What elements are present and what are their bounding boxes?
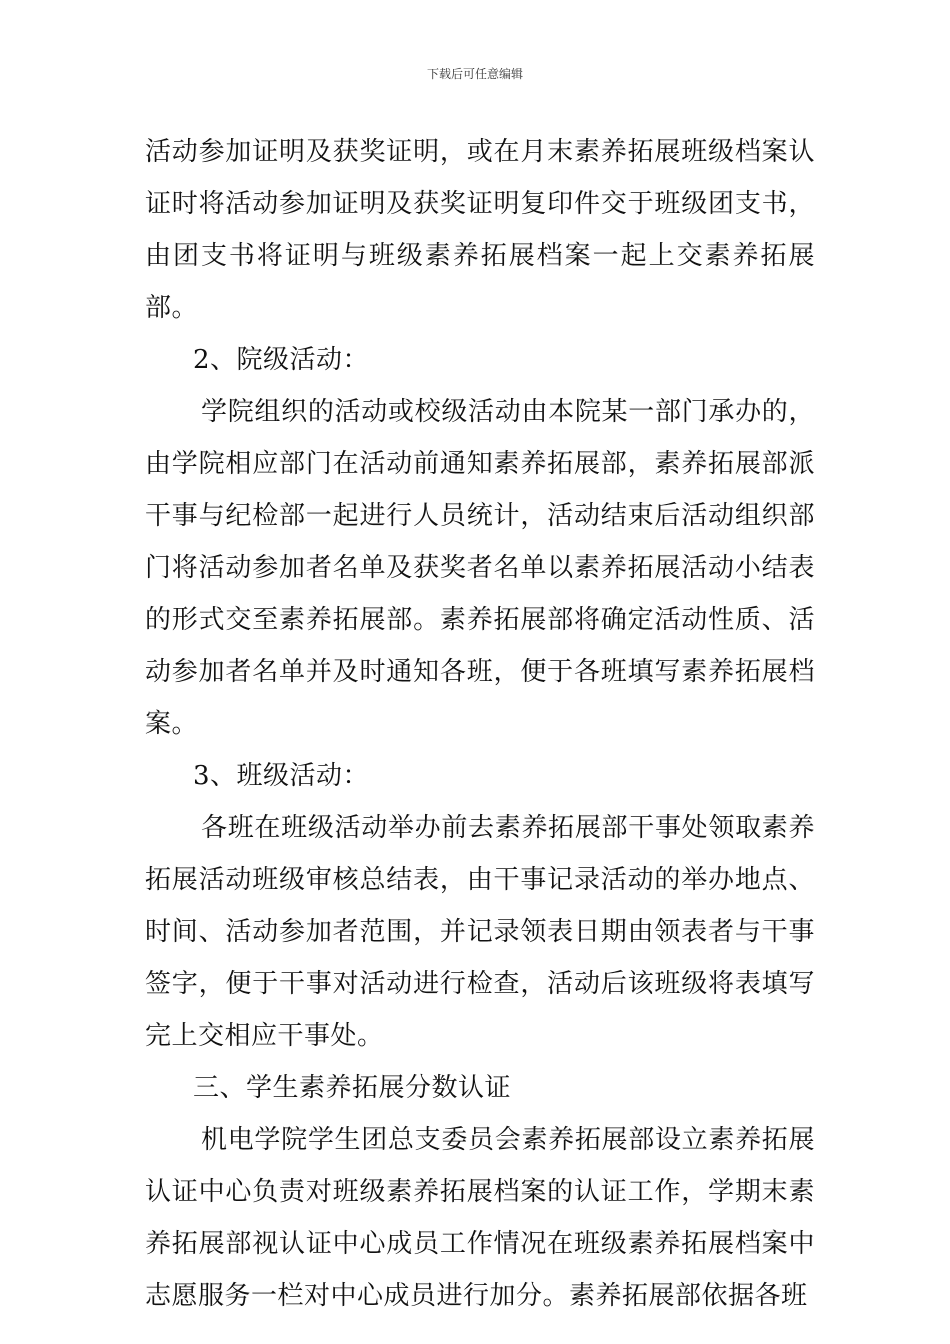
paragraph-score-certification: 机电学院学生团总支委员会素养拓展部设立素养拓展认证中心负责对班级素养拓展档案的认证工作，学期末素养拓展部视认证中心成员工作情况在班级素养拓展档案中志愿服务一栏对中心成员进行加分。素养拓展部依据各班: [145, 1125, 815, 1311]
document-body: [145, 126, 815, 1322]
heading-class-activities: 3、班级活动：: [193, 761, 370, 791]
paragraph-activity-proof: 活动参加证明及获奖证明，或在月末素养拓展班级档案认证时将活动参加证明及获奖证明复印件交于班级团支书，由团支书将证明与班级素养拓展档案一起上交素养拓展部。: [145, 137, 815, 323]
heading-score-certification: 三、学生素养拓展分数认证: [193, 1073, 512, 1103]
paragraph-class-activities: 各班在班级活动举办前去素养拓展部干事处领取素养拓展活动班级审核总结表，由干事记录活动的举办地点、时间、活动参加者范围，并记录领表日期由领表者与干事签字，便于干事对活动进行检查，活动后该班级将表填写完上交相应干事处。: [145, 813, 815, 1051]
heading-college-activities: 2、院级活动：: [193, 345, 370, 375]
header-note: 下载后可任意编辑: [426, 67, 523, 81]
paragraph-college-activities: 学院组织的活动或校级活动由本院某一部门承办的，由学院相应部门在活动前通知素养拓展部，素养拓展部派干事与纪检部一起进行人员统计，活动结束后活动组织部门将活动参加者名单及获奖者名单以素养拓展活动小结表的形式交至素养拓展部。素养拓展部将确定活动性质、活动参加者名单并及时通知各班，便于各班填写素养拓展档案。: [145, 397, 815, 739]
